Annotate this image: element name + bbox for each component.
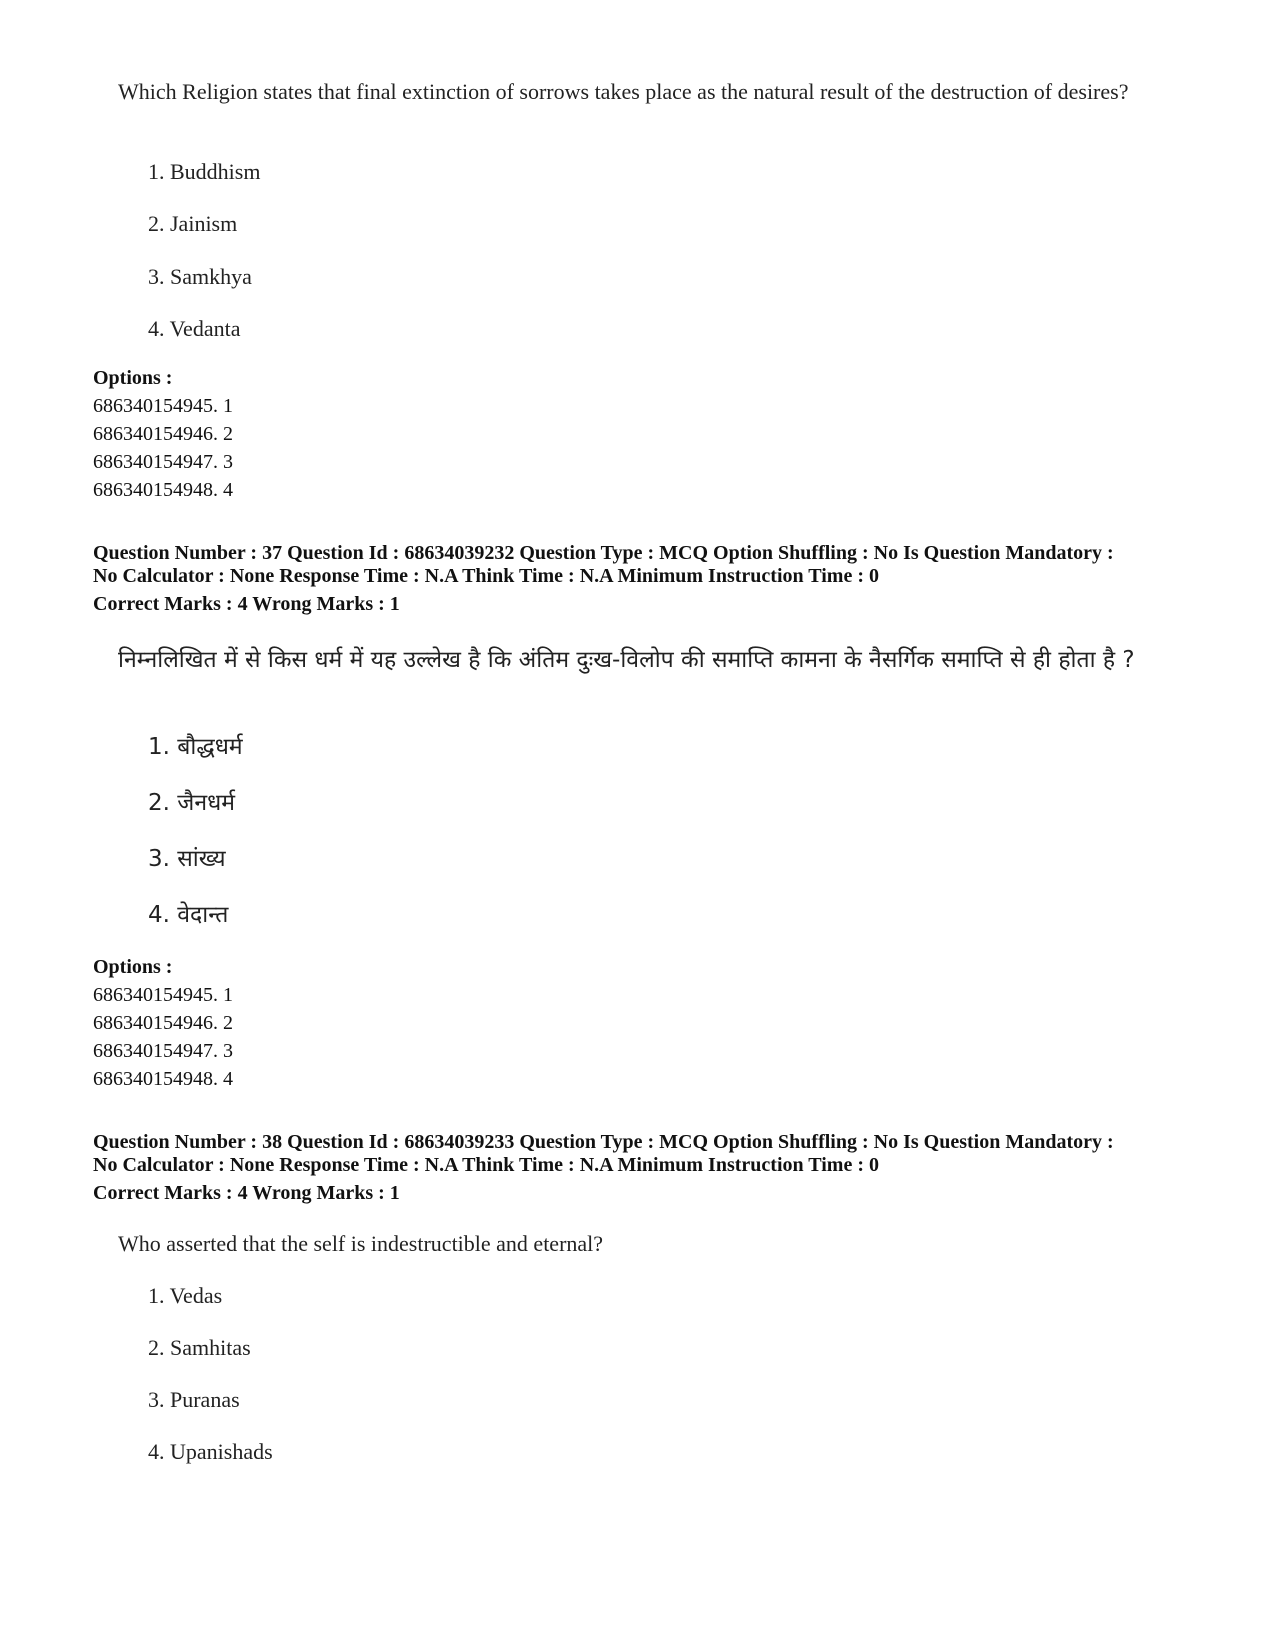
question-36-choice-1: 1. Buddhism	[148, 159, 261, 184]
question-37-choice-3: 3. सांख्य	[148, 846, 226, 872]
question-37-options-label: Options :	[93, 956, 173, 978]
question-36-choice-2: 2. Jainism	[148, 211, 238, 236]
question-36-option-2: 686340154946. 2	[93, 423, 233, 445]
question-36-text: Which Religion states that final extinction of sorrows takes place as the natural result of the destruction of desires?	[118, 79, 1129, 104]
question-37-text: निम्नलिखित में से किस धर्म में यह उल्लेख है कि अंतिम दुःख-विलोप की समाप्ति कामना के नैसर्गिक समाप्ति से ही होता है ?	[118, 647, 1135, 673]
question-36-option-3: 686340154947. 3	[93, 451, 233, 473]
question-38-choice-3: 3. Puranas	[148, 1387, 240, 1412]
question-37-option-3: 686340154947. 3	[93, 1040, 233, 1062]
question-37-option-4: 686340154948. 4	[93, 1068, 233, 1090]
question-38-marks: Correct Marks : 4 Wrong Marks : 1	[93, 1182, 400, 1204]
question-36-option-1: 686340154945. 1	[93, 395, 233, 417]
question-38-choice-4: 4. Upanishads	[148, 1439, 273, 1464]
question-38-choice-2: 2. Samhitas	[148, 1335, 251, 1360]
question-37-choice-4: 4. वेदान्त	[148, 902, 229, 928]
question-37-marks: Correct Marks : 4 Wrong Marks : 1	[93, 593, 400, 615]
question-38-choice-1: 1. Vedas	[148, 1283, 223, 1308]
question-36-choice-4: 4. Vedanta	[148, 316, 241, 341]
question-37-choice-2: 2. जैनधर्म	[148, 790, 235, 816]
question-37-choice-1: 1. बौद्धधर्म	[148, 734, 243, 760]
question-37-meta-line-2: No Calculator : None Response Time : N.A Think Time : N.A Minimum Instruction Time : 0	[93, 565, 879, 587]
question-38-meta-line-2: No Calculator : None Response Time : N.A Think Time : N.A Minimum Instruction Time : 0	[93, 1154, 879, 1176]
question-36-option-4: 686340154948. 4	[93, 479, 233, 501]
question-36-choice-3: 3. Samkhya	[148, 264, 252, 289]
question-38-meta-line-1: Question Number : 38 Question Id : 68634039233 Question Type : MCQ Option Shuffling : No Is Question Mandatory :	[93, 1131, 1114, 1153]
question-37-option-1: 686340154945. 1	[93, 984, 233, 1006]
question-37-option-2: 686340154946. 2	[93, 1012, 233, 1034]
question-37-meta-line-1: Question Number : 37 Question Id : 68634039232 Question Type : MCQ Option Shuffling : No Is Question Mandatory :	[93, 542, 1114, 564]
question-36-options-label: Options :	[93, 367, 173, 389]
question-38-text: Who asserted that the self is indestructible and eternal?	[118, 1231, 604, 1256]
